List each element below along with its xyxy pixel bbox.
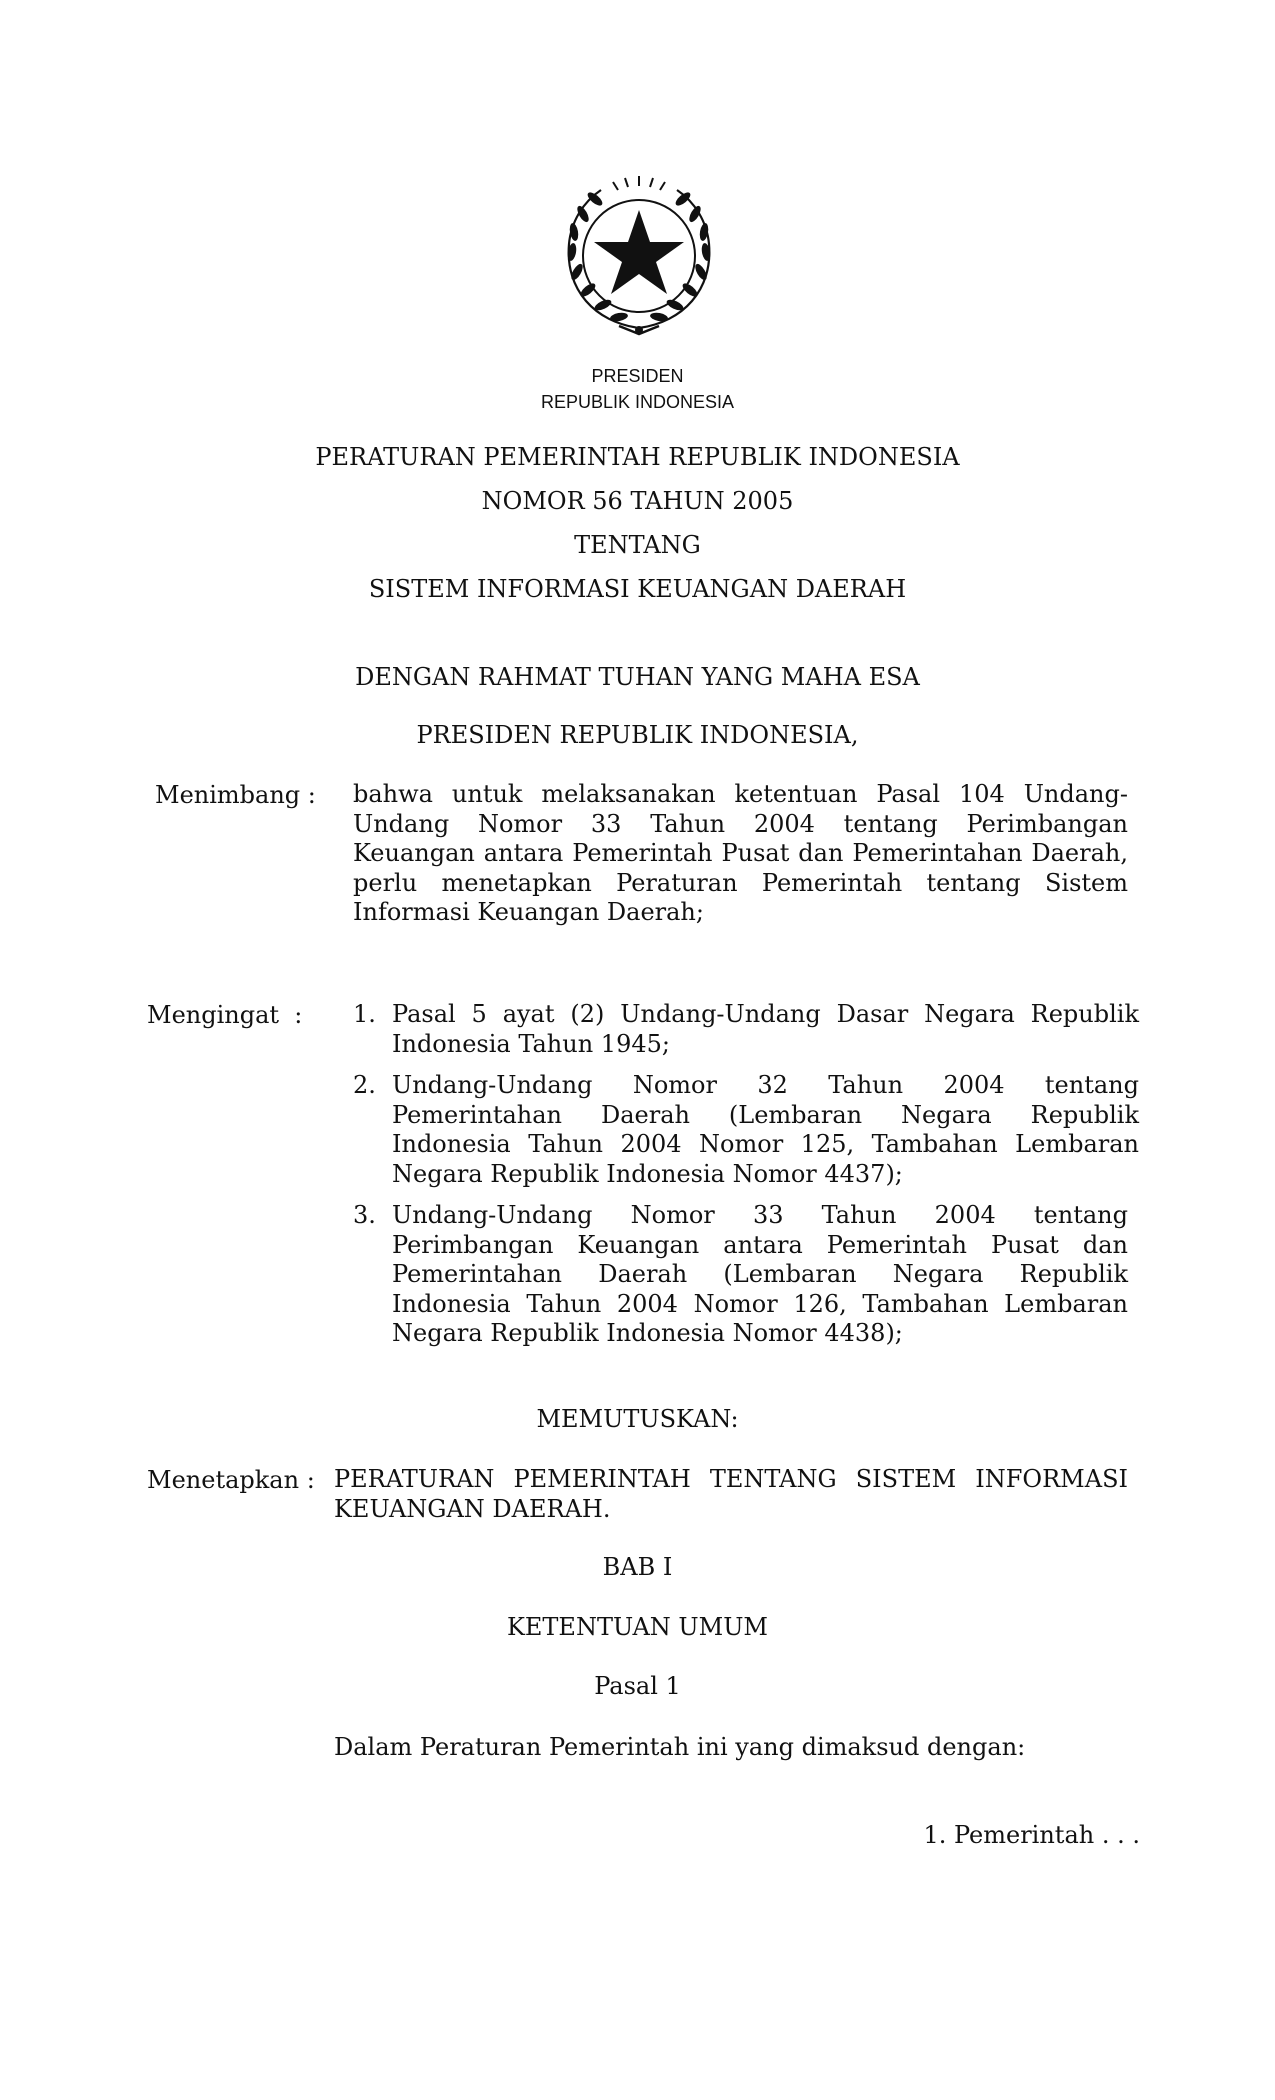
menimbang-label: Menimbang : <box>155 781 316 809</box>
mengingat-item-text: Undang-Undang Nomor 33 Tahun 2004 tentang Perimbangan Keuangan antara Pemerintah Pusat dan Pemerintahan Daerah (Lembaran Negara Republik Indonesia Tahun 2004 Nomor 126, Tambahan Lembaran Negara Republik Indonesia Nomor 4438); <box>392 1201 1128 1347</box>
document-title-tentang: TENTANG <box>574 531 701 559</box>
preamble-presiden: PRESIDEN REPUBLIK INDONESIA, <box>416 721 859 749</box>
document-title-number: NOMOR 56 TAHUN 2005 <box>481 487 794 515</box>
document-title-subject: SISTEM INFORMASI KEUANGAN DAERAH <box>368 575 907 603</box>
mengingat-label: Mengingat : <box>147 1001 303 1029</box>
mengingat-item-number: 2. <box>353 1071 376 1099</box>
document-title-line1: PERATURAN PEMERINTAH REPUBLIK INDONESIA <box>315 443 960 471</box>
definitions-intro: Dalam Peraturan Pemerintah ini yang dimaksud dengan: <box>334 1733 1026 1761</box>
preamble-rahmat: DENGAN RAHMAT TUHAN YANG MAHA ESA <box>355 663 920 691</box>
mengingat-item-number: 1. <box>353 1000 376 1028</box>
menetapkan-label: Menetapkan : <box>147 1466 315 1494</box>
mengingat-item-text: Pasal 5 ayat (2) Undang-Undang Dasar Negara Republik Indonesia Tahun 1945; <box>392 1000 1139 1058</box>
pasal-heading: Pasal 1 <box>594 1672 681 1700</box>
bab-title: KETENTUAN UMUM <box>506 1613 769 1641</box>
mengingat-item-number: 3. <box>353 1201 376 1229</box>
office-line-presiden: PRESIDEN <box>591 366 684 386</box>
continuation-marker: 1. Pemerintah . . . <box>923 1821 1140 1849</box>
bab-number: BAB I <box>602 1553 673 1581</box>
mengingat-item-text: Undang-Undang Nomor 32 Tahun 2004 tentang Pemerintahan Daerah (Lembaran Negara Republik Indonesia Tahun 2004 Nomor 125, Tambahan Lembaran Negara Republik Indonesia Nomor 4437); <box>392 1071 1139 1188</box>
memutuskan-heading: MEMUTUSKAN: <box>536 1405 739 1433</box>
office-line-republik: REPUBLIK INDONESIA <box>540 392 735 412</box>
garuda-star-emblem-icon <box>555 172 723 340</box>
menetapkan-text: PERATURAN PEMERINTAH TENTANG SISTEM INFORMASI KEUANGAN DAERAH. <box>334 1465 1128 1523</box>
menimbang-text: bahwa untuk melaksanakan ketentuan Pasal 104 Undang-Undang Nomor 33 Tahun 2004 tentang Perimbangan Keuangan antara Pemerintah Pusat dan Pemerintahan Daerah, perlu menetapkan Peraturan Pemerintah tentang Sistem Informasi Keuangan Daerah; <box>353 780 1128 926</box>
